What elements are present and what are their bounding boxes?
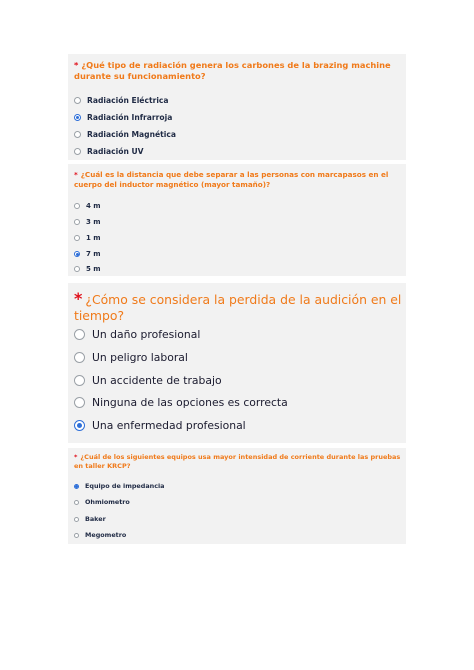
question-3-option-5[interactable] xyxy=(74,419,246,432)
radio-button[interactable] xyxy=(74,97,81,104)
question-4-option-1[interactable] xyxy=(74,482,165,490)
option-label: Megometro xyxy=(85,531,127,539)
question-2-option-5[interactable] xyxy=(74,265,101,273)
question-1-option-1[interactable] xyxy=(74,96,169,105)
required-mark: * xyxy=(74,170,78,179)
radio-button[interactable] xyxy=(74,235,80,241)
radio-button[interactable] xyxy=(74,266,80,272)
question-1-option-2[interactable] xyxy=(74,113,172,122)
option-label: 3 m xyxy=(86,218,101,226)
question-3-option-1[interactable] xyxy=(74,328,200,341)
radio-button[interactable] xyxy=(74,517,79,522)
option-label: 4 m xyxy=(86,202,101,210)
option-label: 5 m xyxy=(86,265,101,273)
question-2-option-2[interactable] xyxy=(74,218,101,226)
radio-button[interactable] xyxy=(74,397,85,408)
question-4-option-4[interactable] xyxy=(74,531,126,539)
option-label: Equipo de impedancia xyxy=(85,482,165,490)
required-mark: * xyxy=(74,453,78,461)
question-2-option-1[interactable] xyxy=(74,202,101,210)
radio-button-selected[interactable] xyxy=(74,420,85,431)
question-card-4 xyxy=(68,448,406,544)
radio-button[interactable] xyxy=(74,352,85,363)
option-label: Radiación Magnética xyxy=(87,130,177,139)
option-label: Un peligro laboral xyxy=(92,351,188,364)
radio-button[interactable] xyxy=(74,533,79,538)
question-4-text: * ¿Cuál de los siguientes equipos usa mayor intensidad de corriente durante las pruebas en taller KRCP? xyxy=(74,453,401,470)
required-mark: * xyxy=(74,60,79,70)
question-2-option-3[interactable] xyxy=(74,234,101,242)
radio-button[interactable] xyxy=(74,375,85,386)
option-label: Baker xyxy=(85,515,106,523)
option-label: Radiación UV xyxy=(87,147,144,156)
radio-button[interactable] xyxy=(74,203,80,209)
option-label: Un daño profesional xyxy=(92,328,201,341)
question-3-option-3[interactable] xyxy=(74,374,222,387)
question-2-option-4[interactable] xyxy=(74,250,101,258)
option-label: Ninguna de las opciones es correcta xyxy=(92,396,288,409)
radio-button[interactable] xyxy=(74,329,85,340)
option-label: Ohmiometro xyxy=(85,498,130,506)
question-3-text: * ¿Cómo se considera la perdida de la audición en el tiempo? xyxy=(74,289,402,323)
required-mark: * xyxy=(74,289,83,308)
question-card-2 xyxy=(68,164,406,276)
option-label: Radiación Infrarroja xyxy=(87,113,173,122)
question-3-option-4[interactable] xyxy=(74,396,288,409)
radio-button[interactable] xyxy=(74,219,80,225)
question-2-text: * ¿Cuál es la distancia que debe separar a las personas con marcapasos en el cuerpo del inductor magnético (mayor tamaño)? xyxy=(74,170,389,189)
question-4-option-2[interactable] xyxy=(74,498,130,506)
question-1-option-4[interactable] xyxy=(74,147,144,156)
radio-button-selected[interactable] xyxy=(74,114,81,121)
radio-button[interactable] xyxy=(74,500,79,505)
radio-button-selected[interactable] xyxy=(74,484,79,489)
option-label: Un accidente de trabajo xyxy=(92,374,222,387)
option-label: Radiación Eléctrica xyxy=(87,96,169,105)
radio-button[interactable] xyxy=(74,148,81,155)
question-4-option-3[interactable] xyxy=(74,515,106,523)
radio-button[interactable] xyxy=(74,131,81,138)
question-1-option-3[interactable] xyxy=(74,130,176,139)
radio-button-selected[interactable] xyxy=(74,251,80,257)
option-label: Una enfermedad profesional xyxy=(92,419,246,432)
option-label: 7 m xyxy=(86,250,101,258)
question-card-1 xyxy=(68,54,406,160)
question-1-text: * ¿Qué tipo de radiación genera los carbones de la brazing machine durante su funcionamiento? xyxy=(74,60,391,81)
question-3-option-2[interactable] xyxy=(74,351,188,364)
option-label: 1 m xyxy=(86,234,101,242)
question-card-3 xyxy=(68,283,406,443)
